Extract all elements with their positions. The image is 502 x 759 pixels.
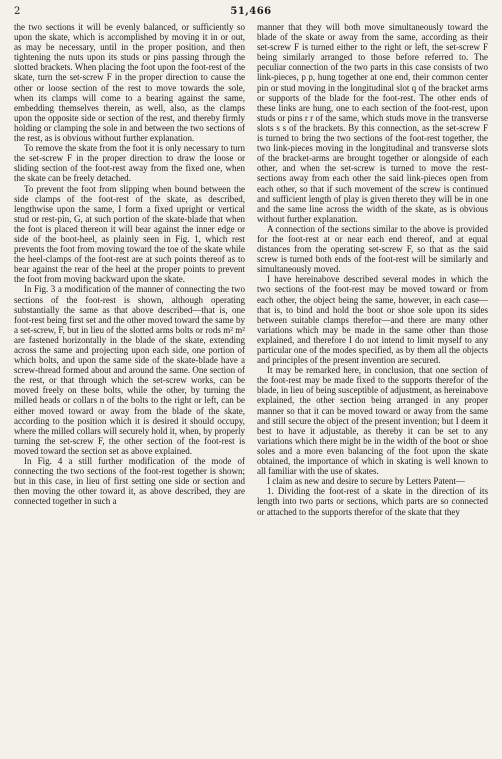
patent-number: 51,466 <box>230 6 272 17</box>
paragraph: the two sections it will be evenly balanced, or sufficiently so upon the skate, which is accomplished by moving it in or out, as may be necessary, until in the proper position, and then tightening the nuts upon its studs or pins passing through the slotted brackets. When placing the foot upon the foot-rest of the skate, turn the set-screw F in the proper direction to cause the other or loose section of the rest to move towards the sole, when its clamps will come to a bearing against the same, embedding themselves therein, as well, also, as the clamps upon the opposite side or section of the rest, and thereby firmly holding or clamping the sole in and between the two sections of the rest, as is obvious without further explanation. <box>14 22 245 144</box>
paragraph: In Fig. 4 a still further modification of the mode of connecting the two sections of the foot-rest together is shown; but in this case, in lieu of first setting one side or section and then moving the other toward it, as above described, they are connected together in such a <box>14 456 245 507</box>
paragraph: To remove the skate from the foot it is only necessary to turn the set-screw F in the proper direction to draw the loose or sliding section of the foot-rest away from the fixed one, when the skate can be freely detached. <box>14 143 245 184</box>
paragraph: A connection of the sections similar to the above is provided for the foot-rest at or near each end thereof, and at equal distances from the operating set-screw F, so that as the said screw is turned both ends of the foot-rest will be similarly and simultaneously moved. <box>257 223 488 275</box>
left-column <box>14 22 245 507</box>
paragraph: To prevent the foot from slipping when bound between the side clamps of the foot-rest of the skate, as described, lengthwise upon the same, I form a fixed upright or vertical stud or rest-pin, G, at such portion of the skate-blade that when the foot is placed thereon it will bear against the inner edge or side of the boot-heel, as plainly seen in Fig. 1, which rest prevents the foot from moving toward the toe of the skate while the heel-clamps of the foot-rest are at such points thereof as to bear against the rear of the heel at the proper points to prevent the foot from moving backward upon the skate. <box>14 183 245 285</box>
right-column <box>257 22 488 517</box>
claim-intro: I claim as new and desire to secure by Letters Patent— <box>267 476 465 487</box>
paragraph: In Fig. 3 a modification of the manner of connecting the two sections of the foot-rest is shown, although operating substantially the same as that above described—that is, one foot-rest being first set and the other moved toward the same by a set-screw, F, but in lieu of the slotted arms bolts or rods m² m² are fastened horizontally in the blade of the skate, extending across the same and projecting upon each side, one portion of which bolts, and upon the same side of the skate-blade have a screw-thread formed about and around the same. One section of the rest, or that through which the set-screw works, can be moved freely on these bolts, while the other, by turning the milled heads or collars n of the bolts to the right or left, can be either moved toward or away from the blade of the skate, according to the position which it is desired it should occupy, where the milled collars will securely hold it, when, by properly turning the set-screw F, the other section of the foot-rest is moved toward the section set as above explained. <box>14 284 245 456</box>
paragraph: It may be remarked here, in conclusion, that one section of the foot-rest may be made fixed to the supports therefor of the blade, in lieu of being susceptible of adjustment, as hereinabove explained, the other section being arranged in any proper manner so that it can be moved toward or away from the same and still secure the object of the present invention; but I deem it best to have it adjustable, as thereby it can be set to any variations which there might be in the width of the boot or shoe soles and a more even balancing of the foot upon the skate obtained, the importance of which in skating is well known to all familiar with the use of skates. <box>257 365 488 477</box>
page-header <box>14 6 488 20</box>
claim-item: 1. Dividing the foot-rest of a skate in the direction of its length into two parts or sections, which parts are so connected or attached to the supports therefor of the skate that they <box>257 486 488 517</box>
paragraph: manner that they will both move simultaneously toward the blade of the skate or away from the same, according as their set-screw F is turned either to the right or left, the set-screw F being similarly arranged to those before referred to. The peculiar connection of the two parts in this case consists of two link-pieces, p p, hung together at one end, their common center pin or stud moving in the longitudinal slot q of the bracket arms or supports of the blade for the foot-rest. The other ends of these links are hung, one to each section of the foot-rest, upon studs or pins r r of the same, which studs move in the transverse slots s s of the brackets. By this connection, as the set-screw F is turned to bring the two sections of the foot-rest together, the two link-pieces moving in the longitudinal and transverse slots of the bracket-arms are brought together or alongside of each other, and when the set-screw is turned to move the rest-sections away from each other the said link-pieces open from each other, so that if such movement of the screw is continued and sufficient length of play is given thereto they will be in one and the same line across the width of the skate, as is obvious without further explanation. <box>257 22 488 224</box>
page-number: 2 <box>14 6 21 17</box>
paragraph: I have hereinabove described several modes in which the two sections of the foot-rest may be moved toward or from each other, the object being the same, however, in each case—that is, to bind and hold the boot or shoe sole upon its sides between suitable clamps therefor—and there are many other variations which may be made in the same other than those explained, and therefore I do not intend to limit myself to any particular one of the modes specified, as by them all the objects and principles of the present invention are secured. <box>257 274 488 366</box>
